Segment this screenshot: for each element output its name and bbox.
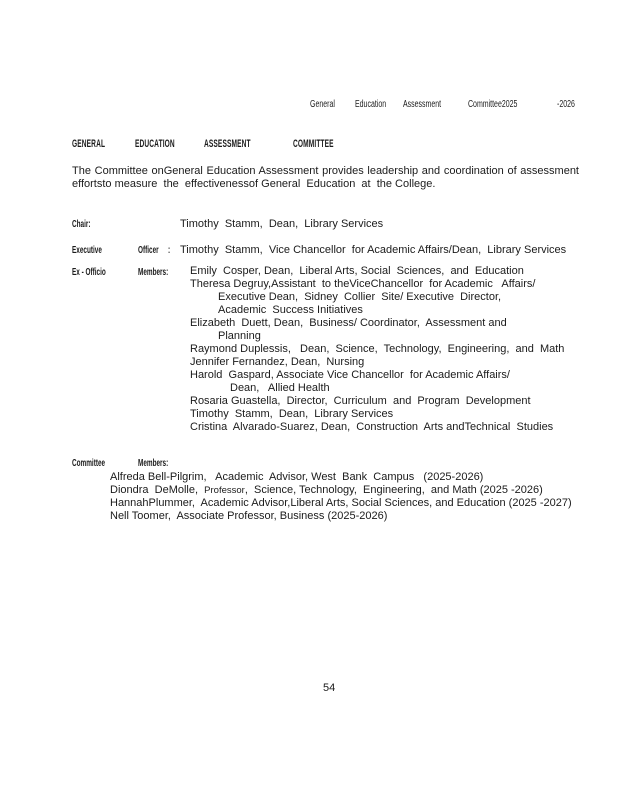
executive-officer-label-colon: : xyxy=(168,245,171,256)
ex-officio-member-line: Elizabeth Duett, Dean, Business/ Coordinator, Assessment and xyxy=(190,317,507,329)
committee-member-line: HannahPlummer, Academic Advisor,Liberal Arts, Social Sciences, and Education (2025 -2027) xyxy=(110,497,572,509)
ex-officio-member-line: Theresa Degruy,Assistant to theViceChancellor for Academic Affairs/ xyxy=(190,278,536,290)
committee-members-label: Committee xyxy=(72,458,106,469)
page-title-word: GENERAL xyxy=(72,138,106,150)
committee-members-label: Members: xyxy=(138,458,169,469)
committee-member-line xyxy=(110,484,572,497)
committee-member-line: Nell Toomer, Associate Professor, Business (2025-2026) xyxy=(110,510,388,522)
page-title-word: EDUCATION xyxy=(135,138,175,150)
running-header-word: General xyxy=(310,99,335,110)
ex-officio-member-line: Rosaria Guastella, Director, Curriculum and Program Development xyxy=(190,395,531,407)
ex-officio-label: Members: xyxy=(138,267,169,278)
committee-member-name: Diondra DeMolle, xyxy=(110,484,205,496)
executive-officer-value: Timothy Stamm, Vice Chancellor for Academic Affairs/Dean, Library Services xyxy=(180,244,567,256)
ex-officio-member-line: Cristina Alvarado-Suarez, Dean, Construction Arts andTechnical Studies xyxy=(190,421,554,433)
page-title-word: COMMITTEE xyxy=(293,138,334,150)
chair-label: Chair: xyxy=(72,219,91,230)
ex-officio-member-line: Timothy Stamm, Dean, Library Services xyxy=(190,408,394,420)
executive-officer-label: Officer xyxy=(138,245,159,256)
running-header-word: Education xyxy=(355,99,387,110)
ex-officio-member-line: Raymond Duplessis, Dean, Science, Technology, Engineering, and Math xyxy=(190,343,565,355)
intro-paragraph xyxy=(72,165,579,191)
running-header-word: Assessment xyxy=(403,99,442,110)
page-title-word: ASSESSMENT xyxy=(204,138,251,150)
ex-officio-member-line: Harold Gaspard, Associate Vice Chancellor for Academic Affairs/ xyxy=(190,369,510,381)
committee-member-line: Alfreda Bell-Pilgrim, Academic Advisor, West Bank Campus (2025-2026) xyxy=(110,471,484,483)
running-header-word: Committee2025 xyxy=(468,99,518,110)
executive-officer-label: Executive xyxy=(72,245,102,256)
ex-officio-member-line: Executive Dean, Sidney Collier Site/ Executive Director, xyxy=(218,291,502,303)
ex-officio-member-line: Dean, Allied Health xyxy=(230,382,330,394)
ex-officio-member-line: Jennifer Fernandez, Dean, Nursing xyxy=(190,356,365,368)
ex-officio-member-list xyxy=(190,265,564,434)
committee-member-detail: , Science, Technology, Engineering, and Math (2025 -2026) xyxy=(244,484,543,496)
page-number: 54 xyxy=(323,682,336,694)
chair-value: Timothy Stamm, Dean, Library Services xyxy=(180,218,384,230)
intro-line: The Committee onGeneral Education Assessment provides leadership and coordination of assessment xyxy=(72,165,579,177)
ex-officio-member-line: Academic Success Initiatives xyxy=(218,304,363,316)
intro-line: effortsto measure the effectivenessof General Education at the College. xyxy=(72,178,436,190)
committee-member-list xyxy=(110,471,572,523)
running-header-word: -2026 xyxy=(557,99,575,110)
ex-officio-label: Ex - Officio xyxy=(72,267,106,278)
ex-officio-member-line: Emily Cosper, Dean, Liberal Arts, Social Sciences, and Education xyxy=(190,265,524,277)
committee-member-title: Professor xyxy=(204,485,245,496)
ex-officio-member-line: Planning xyxy=(218,330,261,342)
